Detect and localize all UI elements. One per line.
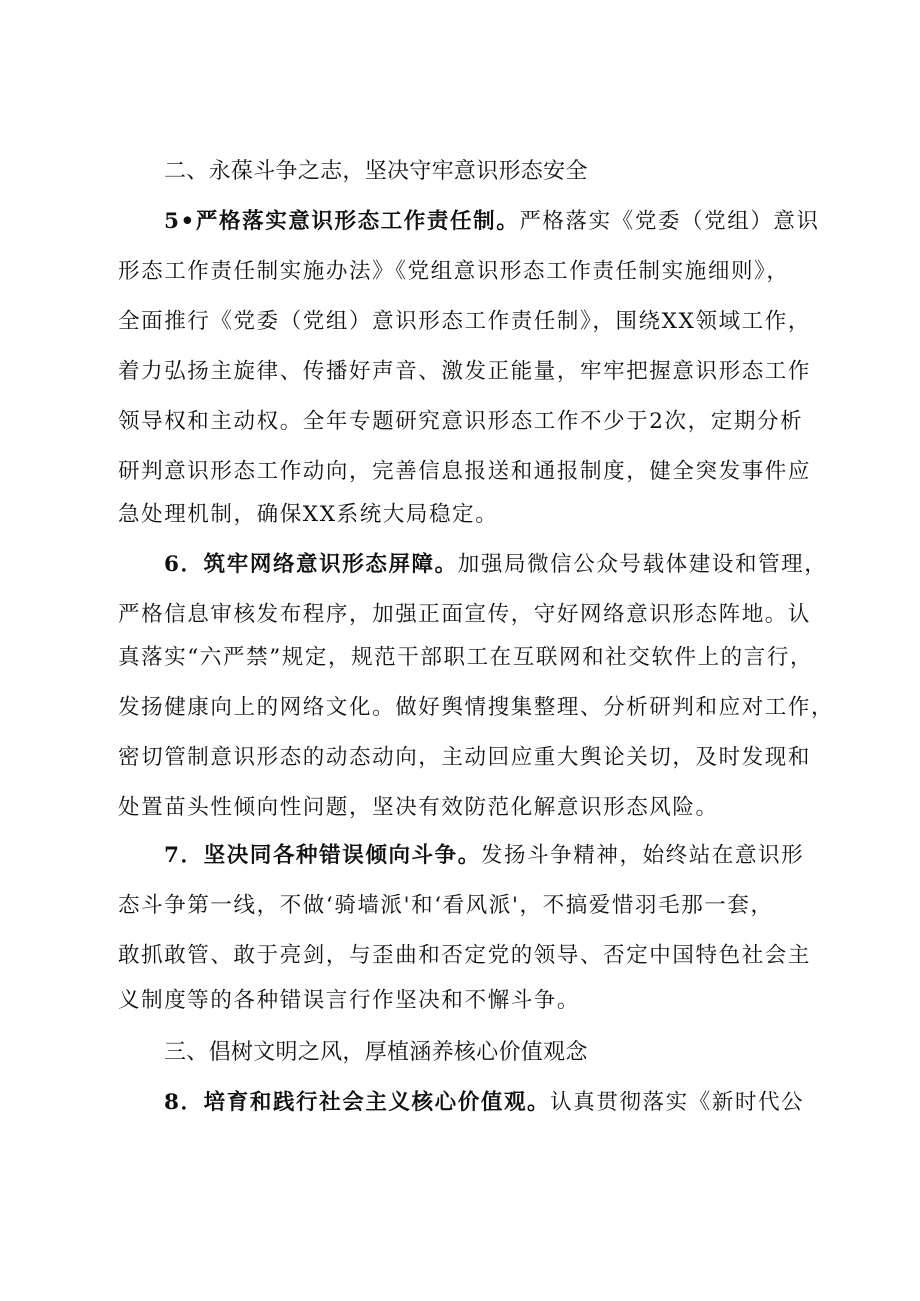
section-heading-2: 二、永葆斗争之志，坚决守牢意识形态安全 — [164, 159, 588, 184]
paragraph-5-line: 急处理机制，确保XX系统大局稳定。 — [118, 502, 499, 527]
paragraph-6-line: 真落实“六严禁”规定，规范干部职工在互联网和社交软件上的言行， — [118, 645, 814, 670]
paragraph-6-line: 密切管制意识形态的动态动向，主动回应重大舆论关切，及时发现和 — [118, 745, 812, 770]
paragraph-7-text: 发扬斗争精神，始终站在意识形 — [480, 843, 805, 868]
paragraph-6-line: 严格信息审核发布程序，加强正面宣传，守好网络意识形态阵地。认 — [118, 602, 812, 627]
paragraph-7-line: 义制度等的各种错误言行作坚决和不懈斗争。 — [118, 988, 581, 1013]
paragraph-8-first-line — [164, 1088, 818, 1118]
paragraph-7-line: 态斗争第一线，不做‘骑墙派'和‘看风派'，不搞爱惜羽毛那一套， — [118, 893, 774, 918]
paragraph-6-title: 6．筑牢网络意识形态屏障。 — [164, 552, 458, 577]
paragraph-8-title: 8．培育和践行社会主义核心价值观。 — [164, 1090, 551, 1115]
paragraph-6-text: 加强局微信公众号载体建设和管理， — [457, 552, 828, 577]
paragraph-8-text: 认真贯彻落实《新时代公 — [550, 1090, 805, 1115]
paragraph-5-text: 严格落实《党委（党组）意识 — [519, 209, 820, 234]
paragraph-5-line: 领导权和主动权。全年专题研究意识形态工作不少于2次，定期分析 — [118, 409, 804, 434]
paragraph-5-title: 5•严格落实意识形态工作责任制。 — [164, 209, 520, 234]
paragraph-7-first-line — [164, 841, 818, 871]
paragraph-6-line: 发扬健康向上的网络文化。做好舆情搜集整理、分析研判和应对工作， — [118, 695, 835, 720]
paragraph-5-line: 研判意识形态工作动向，完善信息报送和通报制度，健全突发事件应 — [118, 459, 812, 484]
paragraph-5-line: 着力弘扬主旋律、传播好声音、激发正能量，牢牢把握意识形态工作 — [118, 359, 812, 384]
section-heading-3: 三、倡树文明之风，厚植涵养核心价值观念 — [164, 1040, 588, 1065]
paragraph-5-first-line — [164, 207, 818, 237]
paragraph-7-title: 7．坚决同各种错误倾向斗争。 — [164, 843, 481, 868]
paragraph-6-first-line — [164, 550, 828, 580]
paragraph-7-line: 敢抓敢管、敢于亮剑，与歪曲和否定党的领导、否定中国特色社会主 — [118, 943, 812, 968]
paragraph-5-line: 全面推行《党委（党组）意识形态工作责任制》，围绕XX领域工作， — [118, 309, 811, 334]
paragraph-6-line: 处置苗头性倾向性问题，坚决有效防范化解意识形态风险。 — [118, 795, 719, 820]
paragraph-5-line: 形态工作责任制实施办法》《党组意识形态工作责任制实施细则》， — [118, 259, 790, 284]
